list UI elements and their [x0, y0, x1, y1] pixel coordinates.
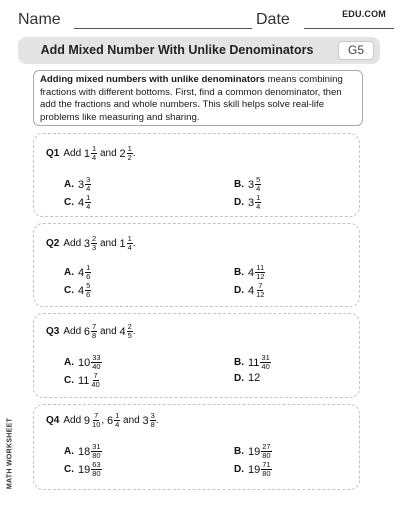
option-c[interactable] — [64, 461, 102, 478]
whole-part: 3 — [248, 196, 255, 209]
whole-part: 11 — [248, 356, 260, 369]
mixed-number — [119, 323, 132, 340]
mixed-number — [248, 194, 261, 211]
numerator: 1 — [86, 263, 91, 272]
fraction — [85, 194, 91, 211]
whole-part: 6 — [106, 414, 114, 427]
joiner-text: and — [97, 326, 120, 338]
whole-part: 4 — [78, 284, 85, 297]
denominator: 40 — [261, 362, 270, 371]
numerator: 7 — [93, 371, 98, 380]
whole-part: 3 — [142, 414, 149, 427]
whole-part: 6 — [83, 325, 91, 338]
option-a[interactable] — [64, 264, 91, 281]
option-letter: B. — [234, 446, 244, 458]
joiner-text: . — [132, 148, 136, 160]
whole-part: 12 — [248, 372, 261, 384]
joiner-text: . — [132, 326, 136, 338]
numerator: 2 — [127, 322, 132, 331]
option-b[interactable] — [234, 264, 265, 281]
whole-part: 3 — [78, 178, 85, 191]
question-expression — [83, 411, 159, 429]
fraction — [91, 354, 101, 371]
denominator: 80 — [92, 469, 101, 478]
fraction — [261, 461, 271, 478]
question-prefix: Add — [63, 415, 82, 427]
mixed-number — [84, 412, 101, 429]
denominator: 4 — [86, 202, 91, 211]
option-letter: A. — [64, 179, 74, 191]
fraction — [255, 282, 265, 299]
option-letter: B. — [234, 179, 244, 191]
denominator: 4 — [127, 243, 132, 252]
mixed-number — [78, 282, 91, 299]
denominator: 80 — [262, 451, 271, 460]
mixed-number — [119, 235, 132, 252]
mixed-number — [119, 145, 132, 162]
numerator: 31 — [261, 353, 270, 362]
question-card-3 — [33, 313, 360, 398]
mixed-number — [248, 461, 272, 478]
question-card-1 — [33, 133, 360, 217]
numerator: 1 — [127, 234, 132, 243]
fraction — [255, 176, 261, 193]
option-letter: D. — [234, 372, 244, 384]
denominator: 40 — [91, 380, 100, 389]
mixed-number — [78, 372, 101, 389]
intro-box — [33, 70, 363, 126]
denominator: 4 — [86, 184, 91, 193]
denominator: 8 — [92, 331, 97, 340]
denominator: 80 — [262, 469, 271, 478]
option-letter: D. — [234, 285, 244, 297]
mixed-number — [78, 176, 91, 193]
mixed-number — [248, 443, 272, 460]
option-a[interactable] — [64, 176, 91, 193]
joiner-text: . — [132, 238, 136, 250]
numerator: 7 — [258, 281, 263, 290]
question-card-2 — [33, 223, 360, 307]
numerator: 3 — [86, 175, 91, 184]
denominator: 4 — [256, 202, 261, 211]
side-label — [2, 416, 18, 496]
fraction — [85, 264, 91, 281]
question-label: Q2 — [46, 238, 60, 250]
mixed-number — [78, 194, 91, 211]
option-b[interactable] — [234, 443, 272, 460]
option-d[interactable] — [234, 461, 272, 478]
whole-part: 11 — [78, 374, 90, 387]
denominator: 4 — [92, 153, 97, 162]
option-b[interactable] — [234, 176, 261, 193]
numerator: 7 — [94, 411, 99, 420]
denominator: 10 — [92, 420, 101, 429]
date-blank-line[interactable] — [304, 28, 394, 29]
numerator: 33 — [92, 353, 101, 362]
mixed-number — [248, 176, 261, 193]
question-label: Q1 — [46, 148, 60, 160]
whole-part: 4 — [248, 284, 255, 297]
intro-text: means combining fractions with different bottoms. First, find a common denominator, then add the fractions and whole numbers. This skill helps solve real-life problems like measuring and sharing. — [40, 74, 343, 123]
whole-part: 19 — [248, 463, 261, 476]
denominator: 3 — [92, 243, 97, 252]
numerator: 7 — [92, 322, 97, 331]
mixed-number — [78, 264, 91, 281]
denominator: 12 — [256, 272, 265, 281]
option-d[interactable] — [234, 282, 265, 299]
joiner-text: . — [155, 415, 159, 427]
worksheet-title: Add Mixed Number With Unlike Denominators — [40, 43, 314, 57]
date-label: Date — [256, 11, 290, 28]
name-blank-line[interactable] — [74, 28, 252, 29]
numerator: 11 — [256, 263, 265, 272]
mixed-number — [248, 264, 265, 281]
numerator: 1 — [86, 193, 91, 202]
intro-bold-text: Adding mixed numbers with unlike denominators — [40, 74, 265, 85]
whole-part: 3 — [83, 237, 91, 250]
question-prefix: Add — [63, 238, 82, 250]
question-label: Q3 — [46, 326, 60, 338]
whole-part: 3 — [248, 178, 255, 191]
option-letter: A. — [64, 446, 74, 458]
numerator: 31 — [92, 442, 101, 451]
title-bar — [18, 37, 380, 64]
option-letter: A. — [64, 357, 74, 369]
option-letter: C. — [64, 375, 74, 387]
denominator: 6 — [86, 290, 91, 299]
option-letter: C. — [64, 464, 74, 476]
option-letter: D. — [234, 197, 244, 209]
fraction — [85, 282, 91, 299]
question-prompt — [46, 235, 136, 252]
joiner-text: , — [101, 415, 107, 427]
question-expression — [83, 144, 136, 162]
denominator: 80 — [92, 451, 101, 460]
mixed-number — [248, 354, 271, 371]
whole-part: 1 — [83, 147, 91, 160]
option-b[interactable] — [234, 354, 271, 371]
whole-part: 4 — [78, 196, 85, 209]
question-expression — [83, 234, 136, 252]
question-card-4 — [33, 404, 360, 490]
fraction — [91, 443, 101, 460]
brand-logo: EDU.COM — [342, 9, 386, 19]
numerator: 63 — [92, 460, 101, 469]
denominator: 2 — [127, 153, 132, 162]
fraction — [260, 354, 270, 371]
mixed-number — [78, 354, 102, 371]
side-label-text: MATH WORKSHEET — [6, 417, 14, 490]
numerator: 1 — [92, 144, 97, 153]
option-d[interactable] — [234, 194, 261, 211]
fraction — [91, 461, 101, 478]
denominator: 8 — [150, 420, 155, 429]
question-label: Q4 — [46, 415, 60, 427]
question-prompt — [46, 145, 136, 162]
whole-part: 4 — [78, 266, 85, 279]
numerator: 1 — [127, 144, 132, 153]
numerator: 5 — [86, 281, 91, 290]
option-letter: B. — [234, 357, 244, 369]
mixed-number — [84, 323, 97, 340]
numerator: 27 — [262, 442, 271, 451]
whole-part: 4 — [248, 266, 255, 279]
mixed-number — [248, 372, 260, 384]
numerator: 71 — [262, 460, 271, 469]
question-prefix: Add — [63, 326, 82, 338]
fraction — [85, 176, 91, 193]
denominator: 4 — [256, 184, 261, 193]
numerator: 1 — [256, 193, 261, 202]
grade-badge: G5 — [338, 41, 374, 60]
option-d[interactable] — [234, 372, 260, 384]
whole-part: 4 — [119, 325, 126, 338]
denominator: 4 — [115, 420, 120, 429]
whole-part: 9 — [83, 414, 91, 427]
mixed-number — [248, 282, 265, 299]
fraction — [91, 412, 101, 429]
numerator: 1 — [115, 411, 120, 420]
mixed-number — [78, 443, 102, 460]
joiner-text: and — [97, 148, 120, 160]
fraction — [255, 264, 265, 281]
mixed-number — [78, 461, 102, 478]
option-c[interactable] — [64, 194, 91, 211]
fraction — [255, 194, 261, 211]
numerator: 5 — [256, 175, 261, 184]
option-a[interactable] — [64, 443, 102, 460]
question-prefix: Add — [63, 148, 82, 160]
denominator: 40 — [92, 362, 101, 371]
joiner-text: and — [97, 238, 120, 250]
mixed-number — [143, 412, 156, 429]
question-prompt — [46, 323, 136, 340]
whole-part: 2 — [119, 147, 126, 160]
mixed-number — [84, 235, 97, 252]
question-expression — [83, 322, 136, 340]
numerator: 3 — [150, 411, 155, 420]
whole-part: 19 — [78, 463, 91, 476]
option-letter: C. — [64, 285, 74, 297]
option-letter: D. — [234, 464, 244, 476]
numerator: 2 — [92, 234, 97, 243]
option-c[interactable] — [64, 372, 101, 389]
option-a[interactable] — [64, 354, 102, 371]
denominator: 5 — [127, 331, 132, 340]
option-letter: A. — [64, 267, 74, 279]
option-letter: B. — [234, 267, 244, 279]
option-c[interactable] — [64, 282, 91, 299]
fraction — [90, 372, 100, 389]
question-prompt — [46, 412, 159, 429]
option-letter: C. — [64, 197, 74, 209]
whole-part: 1 — [119, 237, 126, 250]
whole-part: 10 — [78, 356, 91, 369]
mixed-number — [84, 145, 97, 162]
joiner-text: and — [120, 415, 143, 427]
name-date-row — [18, 11, 318, 31]
denominator: 6 — [86, 272, 91, 281]
name-label: Name — [18, 11, 61, 28]
whole-part: 19 — [248, 445, 261, 458]
mixed-number — [107, 412, 120, 429]
whole-part: 18 — [78, 445, 91, 458]
fraction — [261, 443, 271, 460]
denominator: 12 — [256, 290, 265, 299]
